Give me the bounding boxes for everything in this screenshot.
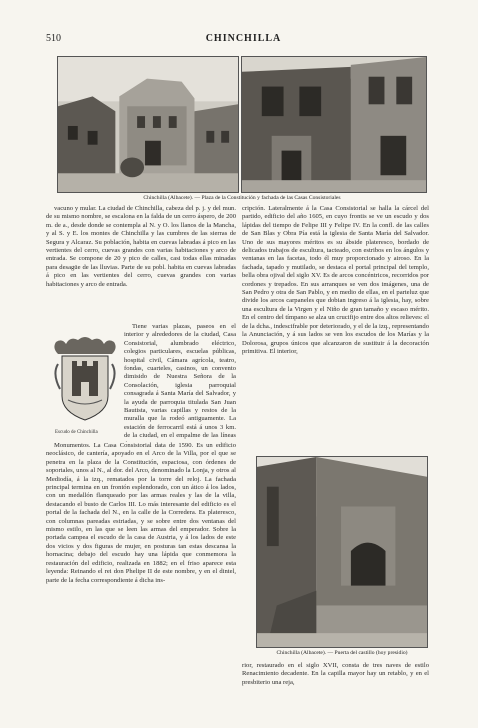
right-column-lower — [242, 662, 429, 696]
paragraph: Tiene varias plazas, paseos en el interior y alrededores de la ciudad, Casa Consistorial, alumbrado eléctrico, colegios particulares, escuelas públicas, hospital civil, Cámara agrícola, teatro, fondas, cuarteles, casinos, un convento dimisido de Nuestra Señora de la Consolación, iglesia parroquial consagrada á Santa María del Salvador, y la ayuda de parroquia titulada San Juan Bautista, varias capillas y restos de la muralla que la rodeó antiguamente. La estación de ferrocarril está á unos 3 km. de la ciudad, en el empalme de las líneas — [124, 323, 236, 440]
coat-spacer — [46, 323, 124, 442]
left-column-middle — [46, 323, 236, 442]
plaza-photo-image — [58, 57, 238, 192]
page-header — [46, 33, 441, 47]
left-column-upper — [46, 205, 236, 320]
facade-photo — [241, 56, 427, 193]
running-title: CHINCHILLA — [205, 33, 282, 44]
paragraph: Monumentos. La Casa Consistorial data de 1590. Es un edificio neoclásico, de cantería, apoyado en el Arco de la Villa, por el que se penetra en la plaza de la Constitución, espaciosa, con órdenes de soportales, unos al N., al dor. del Arco, denominado la Lonja, y otros al Mediodía, á la izq., rematados por la torre del reloj. La fachada principal termina en un frontón esplendorado, con un ático á los lados, con un medallón flanqueado por las armas reales y las de la villa, destacando el busto de Carlos III. Lo más interesante del edificio es el portal de la fachada del N., en la calle de la Corredera. Es plateresco, con columnas pareadas estriadas, y se sobre entre dos ventanas del mismo estilo, en las que se leen las armas del emperador. Sobre la portada campea el escudo de la casa de Austria, y á los lados de este dos vicios y dos figuras de mujer, en posturas tan estas descansa la hornacina; debajo del escudo hay una lápida que conmemora la restauración del edificio, realizada en 1882; en el friso aparece esta leyenda: Reinando el rei don Phelipe II de este nombre, y en el dintel, parte de la fecha correspondiente á dicha ins- — [46, 442, 236, 584]
castle-figure-caption: Chinchilla (Albacete). — Puerta del castillo (hoy presidio) — [276, 650, 408, 656]
right-column-upper — [242, 205, 429, 452]
plaza-photo — [57, 56, 239, 193]
top-figure-caption: Chinchilla (Albacete). — Plaza de la Constitución y fachada de las Casas Consistoriales — [143, 195, 341, 201]
paragraph: cripción. Lateralmente á la Casa Consistorial se halla la cárcel del partido, edificio del año 1605, en cuyo frontis se ve un escudo y dos lápidas del tiempo de Felipe III y Felipe IV. En la confl. de las calles de San Blas y Obra Pía está la iglesia de Santa María del Salvador. Uno de sus mayores méritos es su ábside plateresco, bordado de delicados trabajos de escultura, tacteado, con estribos en los ángulos y ventanas en las facetas, todo él muy proporcionado y airoso. En la fachada, tapado y mutilado, se destaca el portal principal del templo, bella obra ojival del siglo XV. Es de arcos concéntricos, recorridos por cordones y trepados. En sus arranques se ven dos imágenes, una de San Pedro y otra de San Pablo, y en medio de ellas, en el parteluz que divide los arcos carpaneles que dobian ingreso á la iglesia, hay, sobre una escultura de la Virgen y el Niño de gran tamaño y escaso mérito. En el centro del tímpano se alza un crucifijo entre dos altos relieves: el de la dcha., indescifrable por deteriorado, y el de la izq., representando la Anunciación, y á sus lados se ven los escudos de los Marías y la Dolorosa, grupos únicos que alcanzaron de sustituir á la decoración primitiva. El interior, — [242, 205, 429, 355]
page-number: 510 — [46, 33, 61, 44]
paragraph: vacuno y mular. La ciudad de Chinchilla, cabeza del p. j. y del mun. de su mismo nombre, se escalona en la falda de un cerro áspero, de 200 m. de a., desde donde se contempla al N. y O. los llanos de la Mancha, y al S. y E. los montes de Chinchilla y las cumbres de las sierras de Segura y Alcaraz. Su población, habita en cuevas labradas á pico en las vertientes del cerro, cuevas grandes con varias habitaciones y arco de entrada. Se compone de 20 y pico de calles, casi todas ellas minadas para desagüe de las lluvias. Parte de su pobl. habita en cuevas labradas á pico en las vertientes del cerro, cuevas grandes con varias habitaciones y arco de entrada. — [46, 205, 236, 288]
coat-of-arms-caption: Escudo de Chinchilla — [55, 430, 98, 435]
paragraph: rior, restaurado en el siglo XVII, consta de tres naves de estilo Renacimiento decadente. En la capilla mayor hay un retablo, y en el presbiterio una reja, — [242, 662, 429, 686]
facade-photo-image — [242, 57, 426, 192]
castle-photo-image — [257, 457, 427, 647]
left-column-lower — [46, 442, 236, 692]
castle-photo — [256, 456, 428, 648]
